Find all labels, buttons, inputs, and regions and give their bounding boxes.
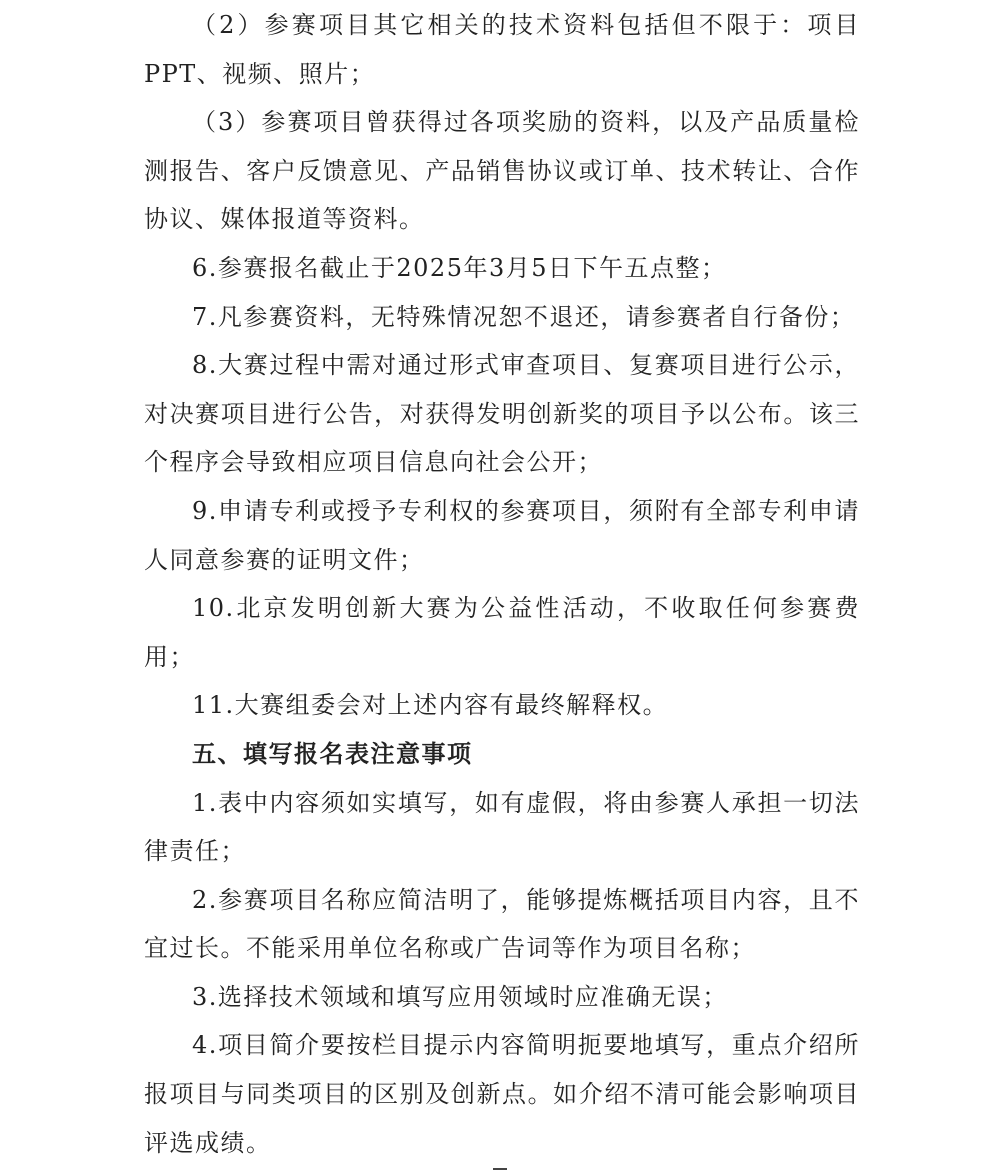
paragraph-rule-7: 7.凡参赛资料，无特殊情况恕不退还，请参赛者自行备份； (192, 302, 856, 331)
section-heading: 五、填写报名表注意事项 (192, 739, 473, 768)
paragraph-rule-6: 6.参赛报名截止于2025年3月5日下午五点整； (192, 253, 727, 282)
section-item-1: 1.表中内容须如实填写，如有虚假，将由参赛人承担一切法律责任； (144, 788, 860, 866)
paragraph-rule-11: 11.大赛组委会对上述内容有最终解释权。 (192, 691, 669, 720)
section-item-2: 2.参赛项目名称应简洁明了，能够提炼概括项目内容，且不宜过长。不能采用单位名称或广告词等作为项目名称； (144, 885, 860, 963)
paragraph-rule-10: 10.北京发明创新大赛为公益性活动，不收取任何参赛费用； (144, 594, 860, 671)
page-bottom-mark (493, 1168, 507, 1173)
section-item-4: 4.项目简介要按栏目提示内容简明扼要地填写，重点介绍所报项目与同类项目的区别及创新点。如介绍不清可能会影响项目评选成绩。 (144, 1031, 860, 1157)
paragraph-rule-8: 8.大赛过程中需对通过形式审查项目、复赛项目进行公示，对决赛项目进行公告，对获得发明创新奖的项目予以公布。该三个程序会导致相应项目信息向社会公开； (144, 351, 860, 477)
paragraph-rule-9: 9.申请专利或授予专利权的参赛项目，须附有全部专利申请人同意参赛的证明文件； (144, 496, 860, 574)
paragraph-item-2: （2）参赛项目其它相关的技术资料包括但不限于：项目PPT、视频、照片； (144, 11, 860, 88)
paragraph-item-3: （3）参赛项目曾获得过各项奖励的资料，以及产品质量检测报告、客户反馈意见、产品销售协议或订单、技术转让、合作协议、媒体报道等资料。 (144, 108, 860, 234)
document-page (144, 0, 860, 1167)
section-item-3: 3.选择技术领域和填写应用领域时应准确无误； (192, 982, 728, 1011)
